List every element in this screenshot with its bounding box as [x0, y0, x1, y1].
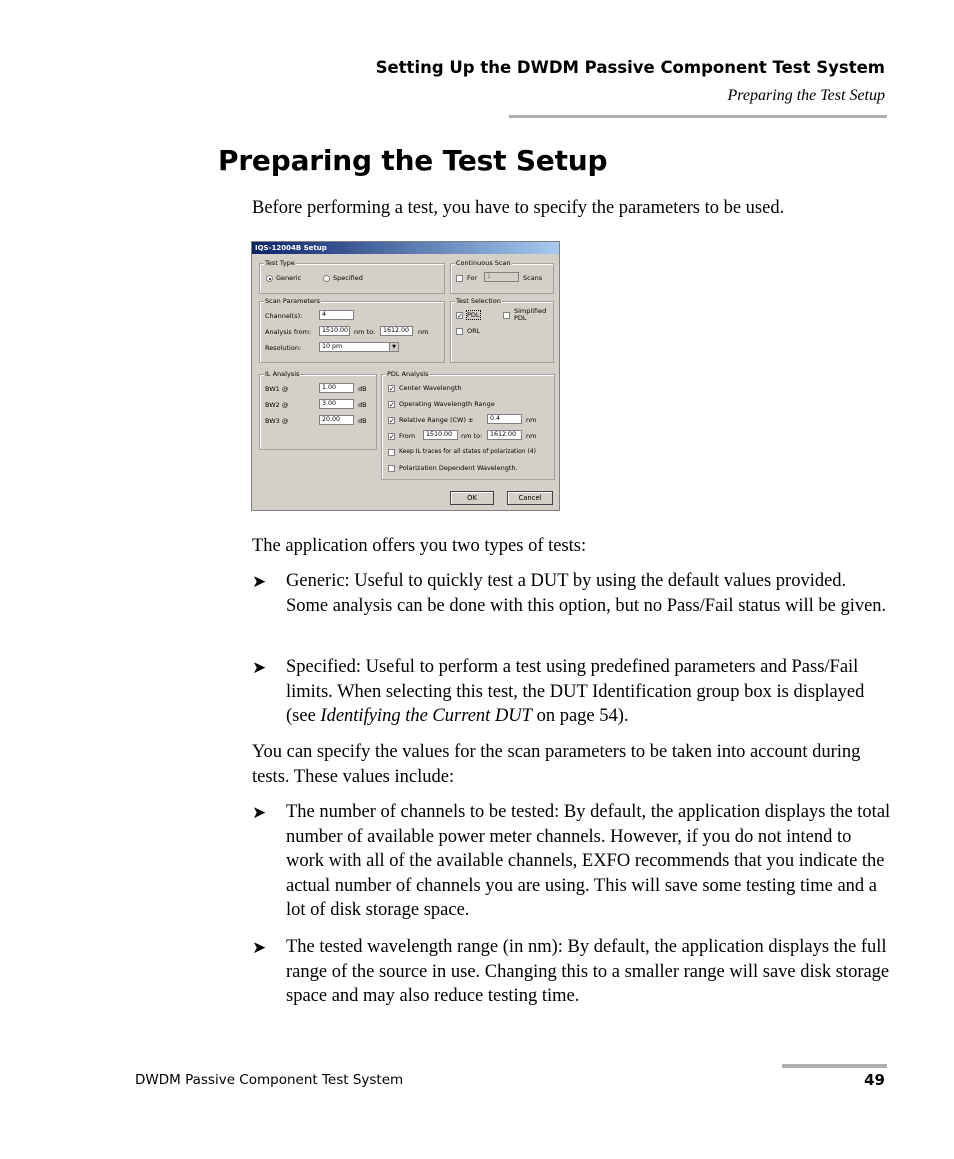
relative-nm-label: nm [526, 416, 537, 424]
cancel-button[interactable]: Cancel [507, 491, 553, 505]
bw3-db-label: dB [358, 417, 367, 425]
footer-document-title: DWDM Passive Component Test System [135, 1072, 404, 1088]
bullet-text-generic: Generic: Useful to quickly test a DUT by using the default values provided. Some analysis can be done with this option, but no Pass/Fail status will be given. [286, 571, 887, 616]
ok-button[interactable]: OK [450, 491, 494, 505]
header-rule [509, 115, 887, 118]
simplified-pdl-label: PDL [514, 314, 527, 322]
relative-range-field[interactable]: 0.4 [487, 414, 522, 424]
offers-paragraph: The application offers you two types of tests: [252, 536, 587, 556]
pdw-checkbox[interactable] [388, 465, 395, 472]
bw2-field[interactable]: 3.00 [319, 399, 354, 409]
intro-paragraph: Before performing a test, you have to specify the parameters to be used. [252, 198, 785, 218]
bw1-db-label: dB [358, 385, 367, 393]
section-heading: Preparing the Test Setup [218, 144, 608, 177]
specified-text-a: Specified: Useful to perform a test using predefined parameters and Pass/Fail limits. When selecting this test, the DUT Identification group box is displayed (see [286, 657, 865, 727]
operating-range-checkbox[interactable]: ✓ [389, 401, 395, 409]
channels-label: Channel(s): [265, 312, 303, 320]
scan-count-field[interactable]: 1 [484, 272, 519, 282]
relative-range-label: Relative Range (CW) ± [399, 416, 474, 424]
scan-parameters-title: Scan Parameters [265, 297, 321, 305]
arrow-bullet-icon: ➤ [252, 658, 267, 678]
center-wavelength-label: Center Wavelength [399, 384, 462, 392]
running-header-title: Setting Up the DWDM Passive Component Test System [375, 58, 885, 77]
il-analysis-group [259, 370, 377, 450]
pdl-from-field[interactable]: 1510.00 [423, 430, 458, 440]
continuous-scan-group [450, 259, 554, 294]
operating-range-label: Operating Wavelength Range [399, 400, 495, 408]
orl-label: ORL [467, 327, 481, 335]
test-selection-group [450, 297, 554, 363]
arrow-bullet-icon: ➤ [252, 572, 267, 592]
bw2-db-label: dB [358, 401, 367, 409]
pdl-nm-label: nm [526, 432, 537, 440]
analysis-from-field[interactable]: 1510.00 [319, 326, 350, 336]
from-label: From [399, 432, 416, 440]
channels-field[interactable]: 4 [319, 310, 354, 320]
scan-parameters-group [259, 297, 445, 363]
keep-il-traces-label: Keep IL traces for all states of polarization (4) [399, 448, 536, 455]
nm-to-label: nm to: [354, 328, 376, 336]
continuous-scan-checkbox[interactable] [456, 275, 463, 282]
bw3-label: BW3 @ [265, 417, 289, 425]
bullet-text-wavelength: The tested wavelength range (in nm): By default, the application displays the full range of the source in use. Changing this to a smaller range will save disk storage space and may also reduce testing time. [286, 937, 890, 1007]
continuous-scan-title: Continuous Scan [456, 259, 511, 267]
center-wavelength-checkbox[interactable]: ✓ [389, 385, 395, 393]
generic-label: Generic [276, 274, 302, 282]
pdl-nm-to-label: nm to: [461, 432, 483, 440]
orl-checkbox[interactable] [456, 328, 463, 335]
dialog-title-bar: IQS-12004B Setup [252, 242, 559, 254]
analysis-from-label: Analysis from: [265, 328, 312, 336]
bullet-text-specified [286, 655, 892, 729]
arrow-bullet-icon: ➤ [252, 803, 267, 823]
pdl-analysis-title: PDL Analysis [387, 370, 429, 378]
for-label: For [467, 274, 478, 282]
bullet-text-channels: The number of channels to be tested: By default, the application displays the total number of available power meter channels. However, if you do not intend to work with all of the available channels, EXFO recommends that you indicate the actual number of channels you are using. This will save some testing time and a lot of disk storage space. [286, 802, 891, 921]
analysis-to-field[interactable]: 1612.00 [380, 326, 413, 336]
scan-parameters-paragraph: You can specify the values for the scan parameters to be taken into account during tests. These values include: [252, 742, 861, 787]
generic-radio[interactable] [266, 275, 273, 282]
chevron-down-icon[interactable]: ▼ [389, 343, 398, 351]
pdl-checkbox[interactable]: ✓ [457, 312, 463, 320]
setup-dialog-screenshot [251, 241, 560, 511]
test-selection-title: Test Selection [456, 297, 501, 305]
il-analysis-title: IL Analysis [265, 370, 300, 378]
scans-label: Scans [523, 274, 543, 282]
bw1-label: BW1 @ [265, 385, 289, 393]
specified-label: Specified [333, 274, 363, 282]
resolution-label: Resolution: [265, 344, 302, 352]
simplified-label: Simplified [514, 307, 547, 315]
specified-radio[interactable] [323, 275, 330, 282]
relative-range-checkbox[interactable]: ✓ [389, 417, 395, 425]
nm-label: nm [418, 328, 429, 336]
specified-text-b: on page 54). [531, 706, 629, 727]
arrow-bullet-icon: ➤ [252, 938, 267, 958]
bw1-field[interactable]: 1.00 [319, 383, 354, 393]
page-number: 49 [864, 1071, 885, 1089]
bw2-label: BW2 @ [265, 401, 289, 409]
footer-rule [782, 1064, 887, 1068]
bw3-field[interactable]: 20.00 [319, 415, 354, 425]
pdl-analysis-group [381, 370, 555, 480]
pdl-to-field[interactable]: 1612.00 [487, 430, 522, 440]
running-header-subtitle: Preparing the Test Setup [727, 87, 885, 104]
keep-il-traces-checkbox[interactable] [388, 449, 395, 456]
cross-reference-link[interactable]: Identifying the Current DUT [320, 706, 532, 727]
from-checkbox[interactable]: ✓ [389, 433, 395, 441]
pdw-label: Polarization Dependent Wavelength. [399, 464, 518, 472]
resolution-select[interactable] [319, 342, 399, 352]
resolution-value: 10 pm [322, 343, 343, 350]
simplified-pdl-checkbox[interactable] [503, 312, 510, 319]
test-type-title: Test Type [265, 259, 295, 267]
pdl-label: PDL [467, 311, 480, 319]
test-type-group [259, 259, 445, 294]
